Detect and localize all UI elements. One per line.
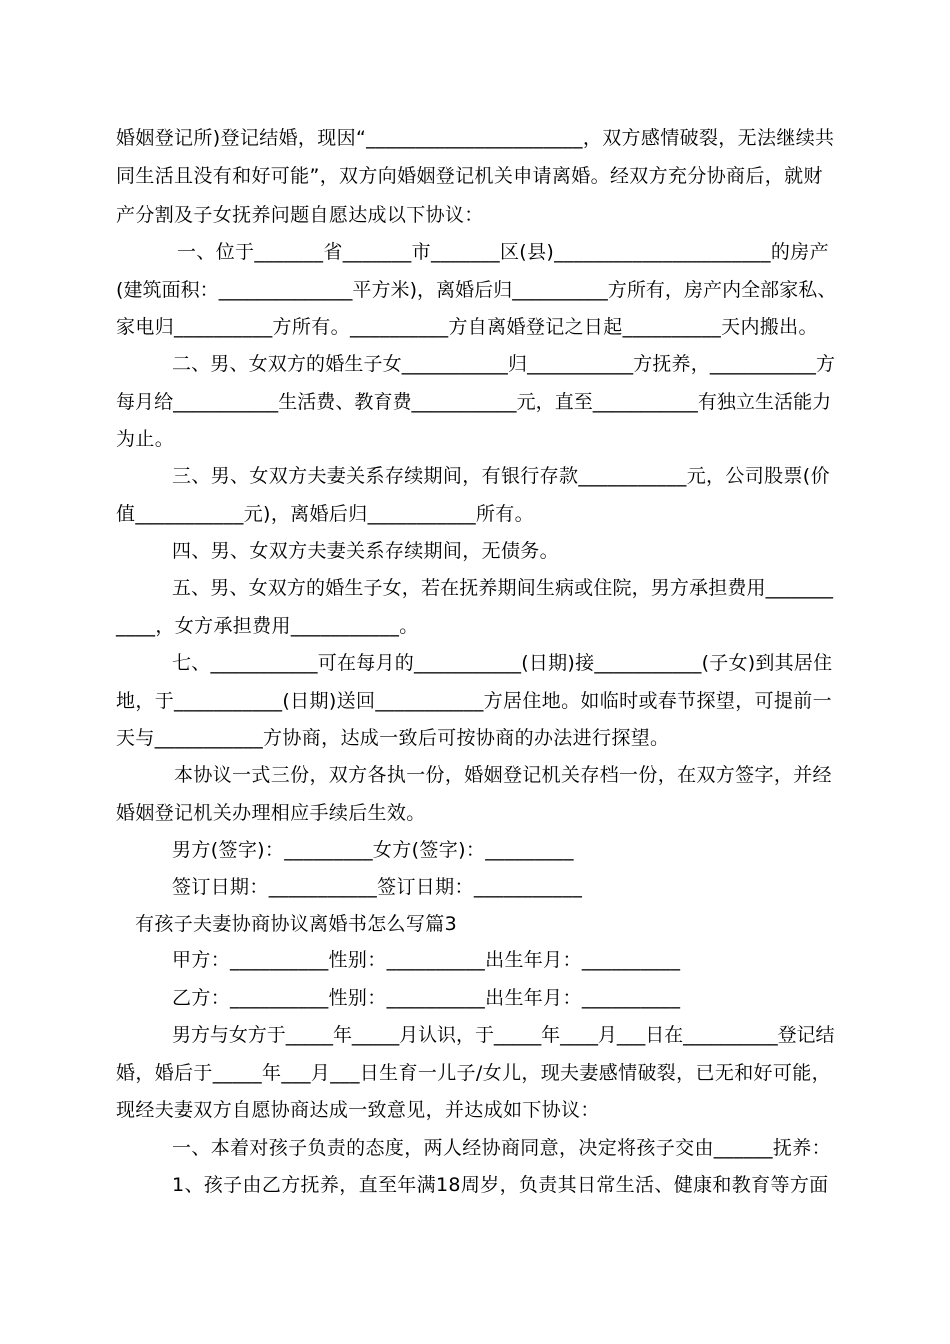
paragraph-line-5: (建筑面积：______________平方米)，离婚后归__________方所有，房产内全部家私、 [116, 279, 837, 301]
paragraph-line-4: 一、位于_______省_______市_______区(县)______________________的房产 [177, 241, 829, 263]
paragraph-line-9: 为止。 [116, 428, 175, 450]
sign-date-line: 签订日期：___________签订日期：___________ [172, 876, 583, 898]
paragraph-line-6: 家电归__________方所有。__________方自离婚登记之日起__________天内搬出。 [116, 316, 818, 338]
paragraph-line-16: 地，于___________(日期)送回___________方居住地。如临时或春节探望，可提前一 [116, 690, 832, 712]
party-b-line: 乙方：__________性别：__________出生年月：__________ [172, 987, 681, 1009]
section-heading: 有孩子夫妻协商协议离婚书怎么写篇3 [135, 913, 458, 935]
party-a-line: 甲方：__________性别：__________出生年月：__________ [172, 949, 681, 971]
paragraph-line-25: 男方与女方于_____年_____月认识，于_____年____月___日在__________登记结 [172, 1024, 835, 1046]
paragraph-line-15: 七、___________可在每月的___________(日期)接___________(子女)到其居住 [172, 652, 833, 674]
paragraph-line-17: 天与___________方协商，达成一致后可按协商的办法进行探望。 [116, 727, 670, 749]
paragraph-line-27: 现经夫妻双方自愿协商达成一致意见，并达成如下协议： [116, 1099, 600, 1121]
signature-line: 男方(签字)：_________女方(签字)：_________ [172, 839, 574, 861]
paragraph-line-26: 婚，婚后于_____年___月___日生育一儿子/女儿，现夫妻感情破裂，已无和好可能， [116, 1062, 831, 1084]
paragraph-line-12: 四、男、女双方夫妻关系存续期间，无债务。 [172, 540, 560, 562]
paragraph-line-13: 五、男、女双方的婚生子女，若在抚养期间生病或住院，男方承担费用_______ [172, 577, 834, 599]
paragraph-line-7: 二、男、女双方的婚生子女___________归___________方抚养，___________方 [172, 353, 836, 375]
paragraph-line-2: 同生活且没有和好可能”，双方向婚姻登记机关申请离婚。经双方充分协商后，就财 [116, 165, 823, 187]
paragraph-line-28: 一、本着对孩子负责的态度，两人经协商同意，决定将孩子交由______抚养： [172, 1137, 831, 1159]
paragraph-line-14: ____，女方承担费用___________。 [116, 615, 419, 637]
paragraph-line-10: 三、男、女双方夫妻关系存续期间，有银行存款___________元，公司股票(价 [172, 465, 830, 487]
paragraph-line-18: 本协议一式三份，双方各执一份，婚姻登记机关存档一份，在双方签字，并经 [174, 764, 832, 786]
paragraph-line-3: 产分割及子女抚养问题自愿达成以下协议： [116, 204, 484, 226]
paragraph-line-11: 值___________元)，离婚后归___________所有。 [116, 503, 534, 525]
paragraph-line-19: 婚姻登记机关办理相应手续后生效。 [116, 802, 426, 824]
paragraph-line-8: 每月给___________生活费、教育费___________元，直至___________有独立生活能力 [116, 391, 832, 413]
paragraph-line-29: 1、孩子由乙方抚养，直至年满18周岁，负责其日常生活、健康和教育等方面 [172, 1174, 829, 1196]
paragraph-line-1: 婚姻登记所)登记结婚，现因“______________________，双方感情破裂，无法继续共 [116, 127, 835, 149]
